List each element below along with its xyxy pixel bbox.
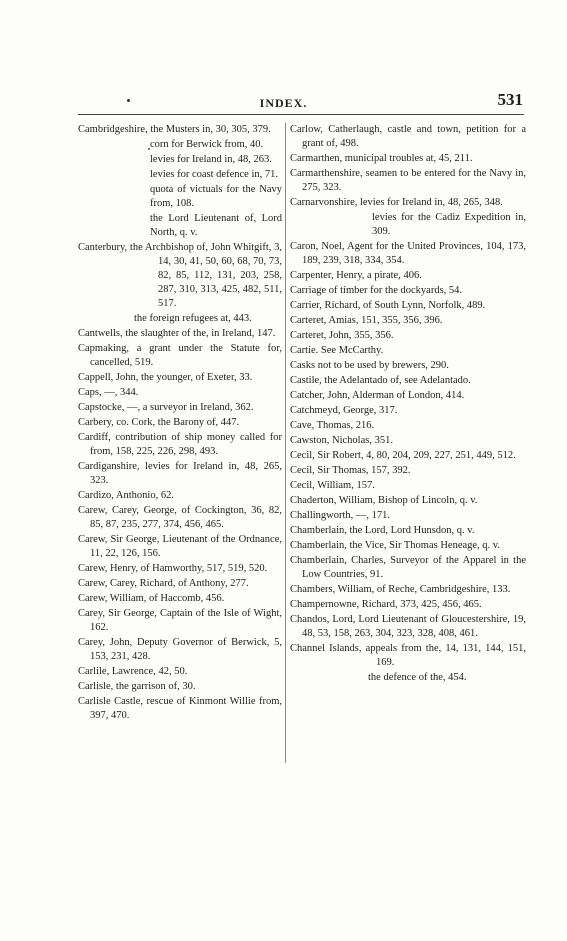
index-entry: Cecil, William, 157.: [290, 480, 375, 491]
index-entry: Castile, the Adelantado of, see Adelantado.: [290, 375, 471, 386]
header-rule: [78, 114, 524, 115]
index-entry: Carbery, co. Cork, the Barony of, 447.: [78, 417, 240, 428]
index-subentry: corn for Berwick from, 40.: [150, 139, 264, 150]
index-subentry: levies for the Cadiz Expedition in, 309.: [372, 212, 526, 237]
index-entry: Carew, Sir George, Lieutenant of the Ordnance, 11, 22, 126, 156.: [78, 534, 282, 559]
index-entry: Carnarvonshire, levies for Ireland in, 48, 265, 348.: [290, 197, 503, 208]
index-entry: Cave, Thomas, 216.: [290, 420, 375, 431]
index-entry: Caron, Noel, Agent for the United Provinces, 104, 173, 189, 239, 318, 334, 354.: [290, 241, 526, 266]
index-entry: Cawston, Nicholas, 351.: [290, 435, 393, 446]
index-entry: Cardiff, contribution of ship money called for from, 158, 225, 226, 298, 493.: [78, 432, 282, 457]
index-entry: Chandos, Lord, Lord Lieutenant of Gloucestershire, 19, 48, 53, 158, 263, 304, 323, 328, 408, 461.: [290, 614, 526, 639]
index-entry: Cantwells, the slaughter of the, in Ireland, 147.: [78, 328, 276, 339]
index-entry: Carmarthenshire, seamen to be entered for the Navy in, 275, 323.: [290, 168, 526, 193]
index-entry: Cappell, John, the younger, of Exeter, 33.: [78, 372, 253, 383]
index-subentry: the defence of the, 454.: [368, 672, 467, 683]
index-entry: Chamberlain, the Lord, Lord Hunsdon, q. v.: [290, 525, 475, 536]
index-entry: Champernowne, Richard, 373, 425, 456, 465.: [290, 599, 482, 610]
index-entry: Chambers, William, of Reche, Cambridgeshire, 133.: [290, 584, 511, 595]
index-subentry: the foreign refugees at, 443.: [134, 313, 252, 324]
index-entry: Catcher, John, Alderman of London, 414.: [290, 390, 465, 401]
page-number: 531: [497, 90, 523, 109]
index-entry: Cambridgeshire, the Musters in, 30, 305, 379.: [78, 124, 271, 135]
index-entry: Challingworth, —, 171.: [290, 510, 391, 521]
index-entry: Carriage of timber for the dockyards, 54.: [290, 285, 463, 296]
index-entry: Carlisle Castle, rescue of Kinmont Willie from, 397, 470.: [78, 696, 282, 721]
index-entry: Carteret, Amias, 151, 355, 356, 396.: [290, 315, 443, 326]
index-entry: Casks not to be used by brewers, 290.: [290, 360, 449, 371]
index-subentry: levies for Ireland in, 48, 263.: [150, 154, 272, 165]
index-entry: Carpenter, Henry, a pirate, 406.: [290, 270, 422, 281]
index-entry: Capmaking, a grant under the Statute for, cancelled, 519.: [78, 343, 282, 368]
page-title: INDEX.: [259, 96, 308, 110]
index-column-left: [78, 123, 282, 724]
index-entry: Chaderton, William, Bishop of Lincoln, q. v.: [290, 495, 478, 506]
index-entry: Carew, Carey, Richard, of Anthony, 277.: [78, 578, 249, 589]
index-entry: Chamberlain, the Vice, Sir Thomas Heneage, q. v.: [290, 540, 500, 551]
index-subentry: quota of victuals for the Navy from, 108.: [150, 184, 282, 209]
index-entry: Cecil, Sir Robert, 4, 80, 204, 209, 227, 251, 449, 512.: [290, 450, 516, 461]
index-entry: Carrier, Richard, of South Lynn, Norfolk, 489.: [290, 300, 486, 311]
index-subentry: levies for coast defence in, 71.: [150, 169, 278, 180]
index-entry: Carmarthen, municipal troubles at, 45, 211.: [290, 153, 473, 164]
index-entry: Carew, Henry, of Hamworthy, 517, 519, 520.: [78, 563, 268, 574]
index-entry: Caps, —, 344.: [78, 387, 139, 398]
column-divider: [285, 123, 286, 763]
index-entry: Cecil, Sir Thomas, 157, 392.: [290, 465, 411, 476]
index-entry: Carey, Sir George, Captain of the Isle of Wight, 162.: [78, 608, 282, 633]
index-entry: Carlile, Lawrence, 42, 50.: [78, 666, 188, 677]
index-subentry: the Lord Lieutenant of, Lord North, q. v.: [150, 213, 282, 238]
index-entry: Cartie. See McCarthy.: [290, 345, 384, 356]
index-column-right: [290, 123, 526, 686]
index-entry: Cardizo, Anthonio, 62.: [78, 490, 174, 501]
index-entry: Carlow, Catherlaugh, castle and town, petition for a grant of, 498.: [290, 124, 526, 149]
index-entry: Catchmeyd, George, 317.: [290, 405, 398, 416]
index-entry: Channel Islands, appeals from the, 14, 131, 144, 151, 169.: [290, 643, 526, 668]
index-entry: Canterbury, the Archbishop of, John Whitgift, 3, 14, 30, 41, 50, 60, 68, 70, 73, 82, 85, 112, 131, 203, 258, 287, 310, 313, 425, 482, 511, 517.: [78, 242, 282, 309]
index-entry: Carew, Carey, George, of Cockington, 36, 82, 85, 87, 235, 277, 374, 456, 465.: [78, 505, 282, 530]
index-entry: Carteret, John, 355, 356.: [290, 330, 394, 341]
index-entry: Carew, William, of Haccomb, 456.: [78, 593, 225, 604]
index-entry: Carey, John, Deputy Governor of Berwick, 5, 153, 231, 428.: [78, 637, 282, 662]
index-entry: Carlisle, the garrison of, 30.: [78, 681, 196, 692]
index-entry: Capstocke, —, a surveyor in Ireland, 362.: [78, 402, 254, 413]
index-entry: Cardiganshire, levies for Ireland in, 48, 265, 323.: [78, 461, 282, 486]
index-entry: Chamberlain, Charles, Surveyor of the Apparel in the Low Countries, 91.: [290, 555, 526, 580]
